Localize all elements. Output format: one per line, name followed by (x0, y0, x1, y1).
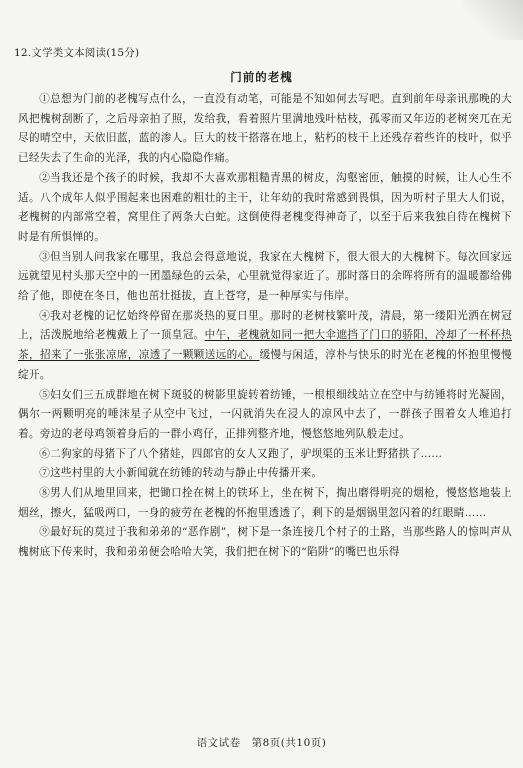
question-heading: 12.文学类文本阅读(15分) (14, 47, 140, 59)
underlined-sentence: 中午，老槐就如同一把大伞遮挡了门口的骄阳，冷却了一杯杯热茶，招来了一张张凉席，凉透了一颗颗送远的心。 (18, 329, 512, 362)
article-title: 门前的老槐 (230, 70, 293, 84)
paragraph-7: ⑦这些村里的大小新闻就在纺锤的转动与静止中传播开来。 (39, 467, 323, 480)
paragraph-5: ⑤妇女们三五成群地在树下斑驳的树影里旋转着纺锤，一根根细线站立在空中与纺锤将时光凝固，偶尔一两颗明亮的唾沫星子从空中飞过，一闪就消失在浸人的凉风中去了，一群孩子围着女人堆追打着。旁边的老母鸡领着身后的一群小鸡仔，正排列整齐地，慢悠悠地列队般走过。 (18, 388, 512, 440)
paragraph-6: ⑥二狗家的母猪下了八个猪娃，四郎官的女人又跑了，驴坝渠的玉米让野猪拱了…… (39, 447, 443, 460)
paragraph-4 (18, 307, 512, 386)
article-body (18, 90, 512, 563)
paragraph-8: ⑧男人们从地里回来，把锄口拴在树上的铁环上，坐在树下，掏出磨得明亮的烟枪，慢悠悠地装上烟丝，擦火，猛吸两口，一身的疲劳在老槐的怀抱里透透了，剩下的是烟锅里忽闪着的红眼睛…… (18, 487, 512, 519)
page-corner-shadow (463, 0, 523, 40)
paragraph-2: ②当我还是个孩子的时候，我却不大喜欢那粗糙青黑的树皮，沟壑密匝，触摸的时候，让人心生不适。八个成年人似乎围起来也困难的粗壮的主干，让年幼的我时常感到畏惧，因为听村子里大人们说，老槐树的内部常空着，窝里住了两条大白蛇。这倒使得老槐变得神奇了，以至于后来我独自待在槐树下时是有所惧惮的。 (18, 171, 512, 243)
page-footer: 语文试卷 第8页(共10页) (196, 737, 327, 749)
paragraph-3: ③但当别人问我家在哪里，我总会得意地说，我家在大槐树下，很大很大的大槐树下。每次回家远远就望见村头那天空中的一团墨绿色的云朵，心里就觉得家近了。那时落日的余晖将所有的温暖都给佛给了他，即使在冬日，他也茁壮挺拔，直上苍穹，是一种厚实与伟岸。 (18, 250, 512, 303)
paragraph-1: ①总想为门前的老槐写点什么，一直没有动笔，可能是不知如何去写吧。直到前年母亲讯那晚的大风把槐树刮断了，之后母亲拍了照，发给我，看着照片里满地残叶枯枝，孤零而又年迈的老树突兀在无尽的晴空中，天依旧蓝，蓝的渗人。巨大的枝干搭落在地上，粘朽的枝干上还残存着些许的枝叶，似乎已经失去了生命的光泽，我的内心隐隐作痛。 (18, 93, 512, 165)
paragraph-4-lead: ④我对老槐的记忆始终停留在那炎热的夏日里。那时的老树枝繁叶茂，清晨，第一缕阳光洒在树冠上，活泼脱地给老槐戴上了一顶皇冠。 (18, 309, 512, 342)
paragraph-4-tail: 缓慢与闲适，淳朴与快乐的时光在老槐的怀抱里慢慢绽开。 (18, 349, 512, 381)
paragraph-9: ⑨最好玩的莫过于我和弟弟的“恶作剧”，树下是一条连接几个村子的土路，当那些路人的惊叫声从槐树底下传来时，我和弟弟便会哈哈大笑，我们把在树下的“陷阱”的嘴巴也乐得 (18, 526, 512, 559)
